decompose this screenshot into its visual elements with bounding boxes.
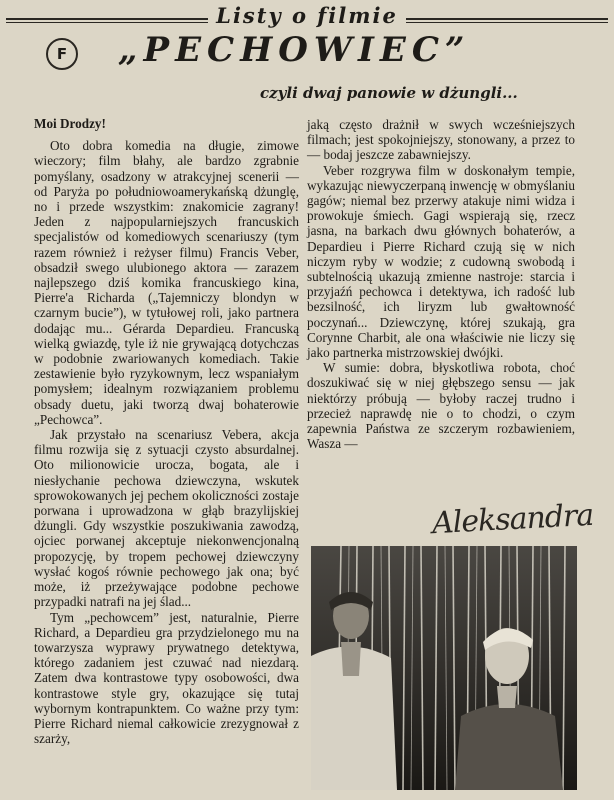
right-column xyxy=(307,117,575,451)
article-subtitle: czyli dwaj panowie w dżungli... xyxy=(260,84,518,102)
letter-greeting: Moi Drodzy! xyxy=(34,116,106,131)
article-paragraph: Veber rozgrywa film w doskonałym tempie, wykazując niewyczerpaną inwencję w obmyślaniu gagów; niemal bez przerwy atakuje nimi widza i prowokuje śmiech. Gagi wspierają się, rzecz jasna, na barkach dwu głównych bohaterów, a Depardieu i Pierre Richard czują się w nich niczym ryby w wodzie; z cudowną swobodą i subtelnością ukazują zmienne nastroje: starcia i przyjaźń pechowca i detektywa, ich radość lub bezsilność, ich liryzm lub gwałtowność poczynań... Dziewczynę, której szukają, gra Corynne Charbit, ale ona właściwie nie liczy się jako partnerka mistrzowskiej dwójki. xyxy=(307,162,575,361)
article-paragraph: jaką często drażnił w swych wcześniejszych filmach; jest spokojniejszy, stonowany, a przez to — bodaj jeszcze zabawniejszy. xyxy=(307,117,575,163)
film-still-photo xyxy=(311,546,577,790)
section-title: Listy o filmie xyxy=(0,3,614,28)
article-paragraph: Oto dobra komedia na długie, zimowe wieczory; film błahy, ale bardzo zgrabnie pomyślany, osadzony w atrakcyjnej scenerii — od Paryża po południowoamerykańską dżunglę, no i przede wszystkim: znakomicie zagrany! Jeden z najpopularniejszych francuskich specjalistów od komediowych scenariuszy (tym razem również i reżyser filmu) Francis Veber, obsadził swego ulubionego aktora — zarazem najlepszego dziś komika francuskiego kina, Pierre'a Richarda („Tajemniczy blondyn w czarnym bucie”), w tytułowej roli, jako partnera dodając mu... Gérarda Depardieu. Francuską wielką gwiazdę, tyle iż nie grywającą dotychczas w podobnie zwariowanych komediach. Takie zestawienie było ryzykownym, lecz wspaniałym pomysłem; idealnym rozwiązaniem problemu obsady duetu, jaki tworzą dwaj bohaterowie „Pechowca”. xyxy=(34,138,299,427)
left-column xyxy=(34,116,299,746)
article-paragraph: Tym „pechowcem” jest, naturalnie, Pierre Richard, a Depardieu gra przydzielonego mu na towarzysza wyprawy prywatnego detektywa, którego zadaniem jest czuwać nad niezdarą. Zatem dwa kontrastowe typy osobowości, dwa kontrastowe style gry, okazujące się tutaj wybornym kontrapunktem. Co ważne przy tym: Pierre Richard niemal całkowicie zrezygnował z szarży, xyxy=(34,609,299,747)
article-headline: „PECHOWIEC” xyxy=(118,30,471,70)
article-paragraph: Jak przystało na scenariusz Vebera, akcja filmu rozwija się z sytuacji czysto absurdalnej. Oto milionowicie urocza, bogata, ale i niesłychanie pechowa dziewczyna, wskutek sprowokowanych jej pechem okoliczności zostaje porwana i uprowadzona w głąb brazylijskiej dżungli. Gdy wszystkie poszukiwania zawodzą, ojciec porwanej akceptuje niekonwencjonalną propozycję, by tropem pechowej dziewczyny wysłać kogoś równie pechowego jak ona; być może, iż przeżywające podobne pechowe przypadki natrafi na jej ślad... xyxy=(34,427,299,610)
author-signature: Aleksandra xyxy=(431,497,595,542)
article-paragraph: W sumie: dobra, błyskotliwa robota, choć doszukiwać się w niej głębszego sensu — jak niektórzy próbują — byłoby raczej trudno i przecież naprawdę nie o to chodzi, o czym zapewnia Państwa ze szczerym rozbawieniem, Wasza — xyxy=(307,360,575,452)
film-badge-icon: F xyxy=(46,38,78,70)
film-still-image xyxy=(311,546,577,790)
